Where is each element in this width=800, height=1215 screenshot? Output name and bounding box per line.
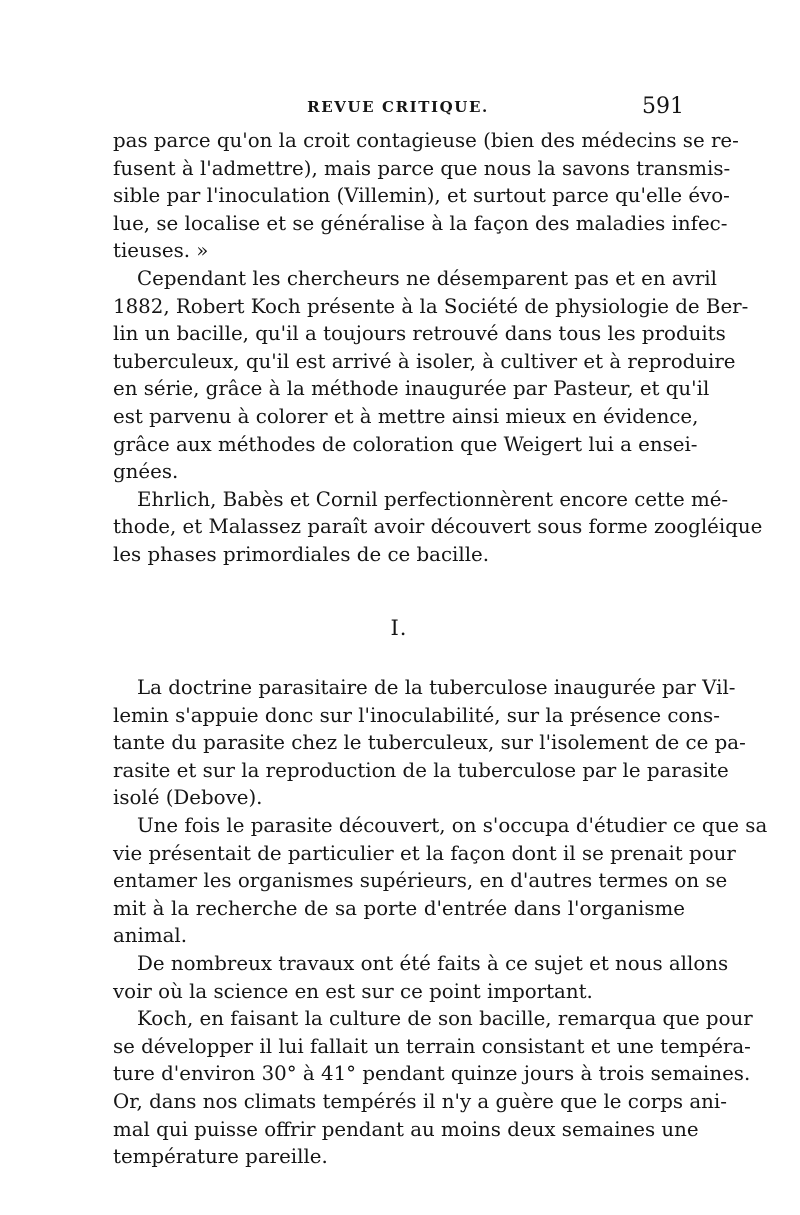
- text-line: lemin s'appuie donc sur l'inoculabilité, sur la présence cons-: [113, 703, 720, 727]
- text-line: mal qui puisse offrir pendant au moins deux semaines une: [113, 1117, 699, 1141]
- paragraph: [113, 674, 746, 812]
- text-line: fusent à l'admettre), mais parce que nous la savons transmis-: [113, 156, 731, 180]
- text-line: Cependant les chercheurs ne désemparent pas et en avril: [137, 266, 717, 290]
- text-line: tante du parasite chez le tuberculeux, sur l'isolement de ce pa-: [113, 731, 746, 755]
- text-line: 1882, Robert Koch présente à la Société de physiologie de Ber-: [113, 294, 749, 318]
- paragraph: [113, 950, 729, 1005]
- text-line: mit à la recherche de sa porte d'entrée dans l'organisme: [113, 896, 685, 920]
- text-line: lin un bacille, qu'il a toujours retrouvé dans tous les produits: [113, 322, 726, 346]
- paragraph: [113, 265, 749, 486]
- text-line: pas parce qu'on la croit contagieuse (bien des médecins se re-: [113, 129, 739, 152]
- page-number: 591: [642, 94, 684, 119]
- text-line: entamer les organismes supérieurs, en d'autres termes on se: [113, 869, 728, 893]
- page-body: [113, 127, 768, 1171]
- text-line: grâce aux méthodes de coloration que Weigert lui a ensei-: [113, 432, 698, 456]
- text-line: les phases primordiales de ce bacille.: [113, 542, 490, 566]
- paragraph: [113, 127, 739, 265]
- text-line: est parvenu à colorer et à mettre ainsi mieux en évidence,: [113, 404, 699, 428]
- text-line: De nombreux travaux ont été faits à ce sujet et nous allons: [137, 952, 729, 976]
- text-line: animal.: [113, 924, 188, 948]
- text-line: Or, dans nos climats tempérés il n'y a guère que le corps ani-: [113, 1090, 727, 1113]
- text-line: se développer il lui fallait un terrain consistant et une tempéra-: [113, 1034, 751, 1058]
- text-line: lue, se localise et se généralise à la façon des maladies infec-: [113, 211, 728, 235]
- page-header: [112, 96, 684, 122]
- text-line: isolé (Debove).: [113, 786, 263, 810]
- text-line: Une fois le parasite découvert, on s'occupa d'étudier ce que sa: [137, 814, 768, 838]
- text-line: voir où la science en est sur ce point important.: [113, 979, 593, 1003]
- text-line: en série, grâce à la méthode inaugurée par Pasteur, et qu'il: [113, 377, 710, 401]
- text-line: tieuses. »: [113, 239, 209, 263]
- running-title: REVUE CRITIQUE.: [307, 98, 489, 116]
- intro-text: [113, 127, 763, 569]
- text-line: sible par l'inoculation (Villemin), et surtout parce qu'elle évo-: [113, 184, 730, 208]
- paragraph: [113, 486, 763, 569]
- paragraph: [113, 1005, 753, 1171]
- text-line: température pareille.: [113, 1145, 328, 1169]
- text-line: Koch, en faisant la culture de son bacille, remarqua que pour: [137, 1007, 753, 1031]
- paragraph: [113, 812, 768, 950]
- text-line: La doctrine parasitaire de la tuberculose inaugurée par Vil-: [137, 676, 736, 700]
- text-line: ture d'environ 30° à 41° pendant quinze jours à trois semaines.: [113, 1062, 751, 1086]
- section-text: [113, 674, 768, 1171]
- text-line: vie présentait de particulier et la façon dont il se prenait pour: [113, 841, 736, 865]
- text-line: gnées.: [113, 460, 179, 484]
- text-line: tuberculeux, qu'il est arrivé à isoler, à cultiver et à reproduire: [113, 349, 736, 373]
- text-line: rasite et sur la reproduction de la tuberculose par le parasite: [113, 758, 729, 782]
- text-line: thode, et Malassez paraît avoir découvert sous forme zoogléique: [113, 515, 763, 539]
- section-heading: I.: [390, 615, 408, 640]
- text-line: Ehrlich, Babès et Cornil perfectionnèrent encore cette mé-: [137, 487, 729, 511]
